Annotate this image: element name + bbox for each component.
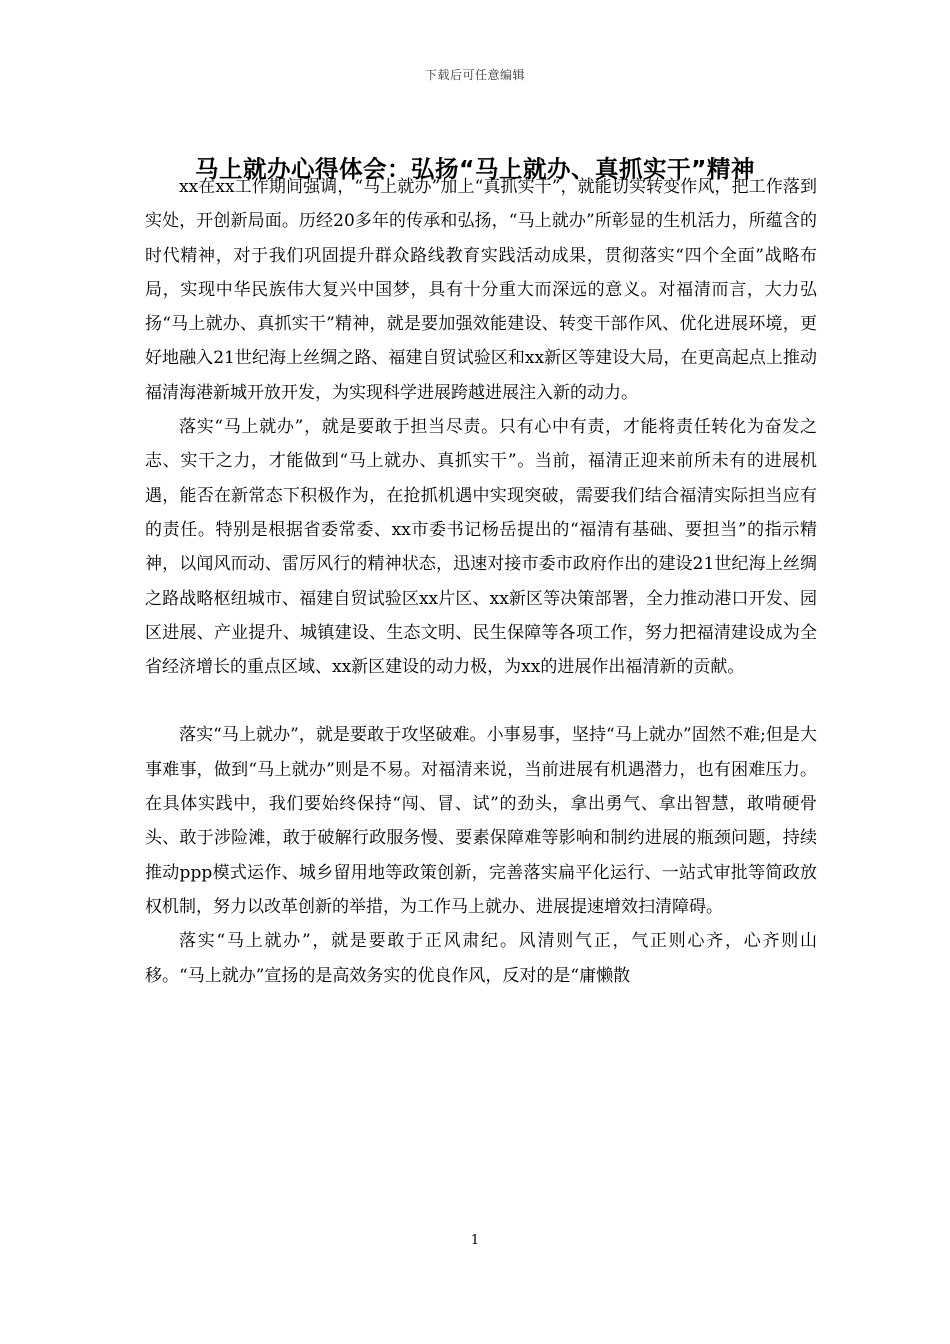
paragraph-3: 落实“马上就办”，就是要敢于攻坚破难。小事易事，坚持“马上就办”固然不难;但是大事难事，做到“马上就办”则是不易。对福清来说，当前进展有机遇潜力，也有困难压力。在具体实践中，我们要始终保持“闯、冒、试”的劲头，拿出勇气、拿出智慧，敢啃硬骨头、敢于涉险滩，敢于破解行政服务慢、要素保障难等影响和制约进展的瓶颈问题，持续推动ppp模式运作、城乡留用地等政策创新，完善落实扁平化运行、一站式审批等简政放权机制，努力以改革创新的举措，为工作马上就办、进展提速增效扫清障碍。 [145, 725, 817, 917]
paragraph-4: 落实“马上就办”，就是要敢于正风肃纪。风清则气正，气正则心齐，心齐则山移。“马上就办”宣扬的是高效务实的优良作风，反对的是“庸懒散 [145, 931, 817, 986]
paragraph-1: xx在xx工作期间强调，“马上就办”加上“真抓实干”，就能切实转变作风，把工作落到实处，开创新局面。历经20多年的传承和弘扬，“马上就办”所彰显的生机活力，所蕴含的时代精神，对于我们巩固提升群众路线教育实践活动成果，贯彻落实“四个全面”战略布局，实现中华民族伟大复兴中国梦，具有十分重大而深远的意义。对福清而言，大力弘扬“马上就办、真抓实干”精神，就是要加强效能建设、转变干部作风、优化进展环境，更好地融入21世纪海上丝绸之路、福建自贸试验区和xx新区等建设大局，在更高起点上推动福清海港新城开放开发，为实现科学进展跨越进展注入新的动力。 [145, 177, 817, 403]
page-header-note: 下载后可任意编辑 [424, 68, 525, 82]
document-title: 马上就办心得体会：弘扬“马上就办、真抓实干”精神 [195, 155, 755, 183]
paragraph-2: 落实“马上就办”，就是要敢于担当尽责。只有心中有责，才能将责任转化为奋发之志、实干之力，才能做到“马上就办、真抓实干”。当前，福清正迎来前所未有的进展机遇，能否在新常态下积极作为，在抢抓机遇中实现突破，需要我们结合福清实际担当应有的责任。特别是根据省委常委、xx市委书记杨岳提出的“福清有基础、要担当”的指示精神，以闻风而动、雷厉风行的精神状态，迅速对接市委市政府作出的建设21世纪海上丝绸之路战略枢纽城市、福建自贸试验区xx片区、xx新区等决策部署，全力推动港口开发、园区进展、产业提升、城镇建设、生态文明、民生保障等各项工作，努力把福清建设成为全省经济增长的重点区域、xx新区建设的动力极，为xx的进展作出福清新的贡献。 [145, 417, 817, 678]
document-body [145, 170, 817, 993]
page-number: 1 [470, 1233, 480, 1248]
